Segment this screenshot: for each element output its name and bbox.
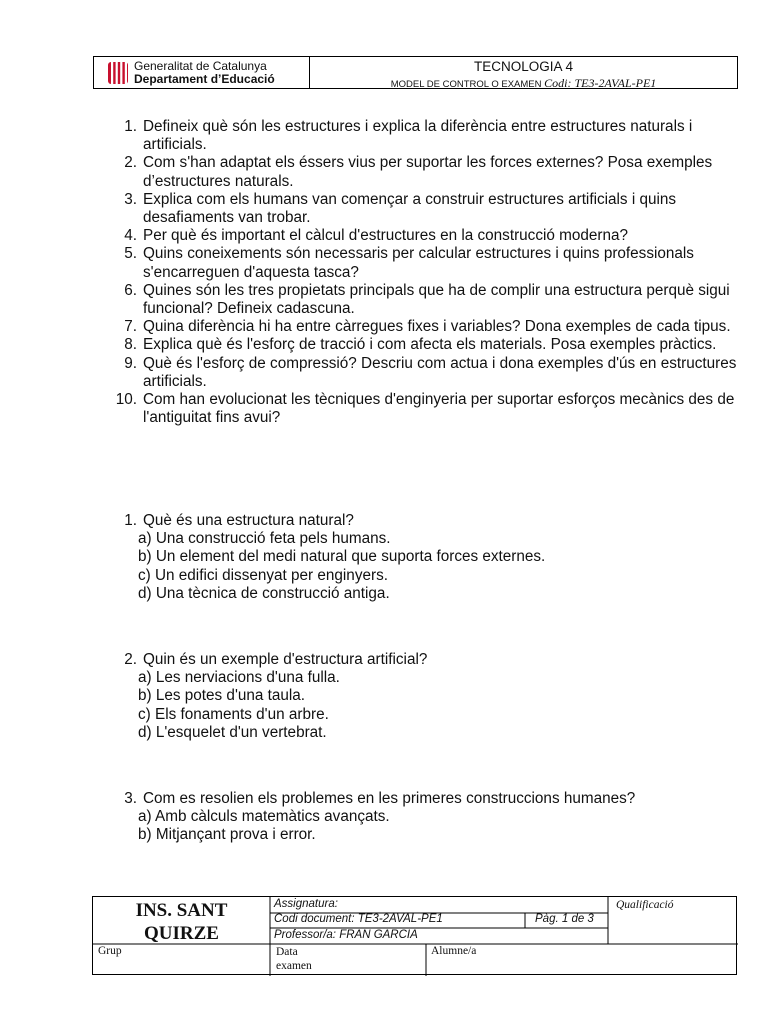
mc-question-1 <box>112 512 545 603</box>
mc-stem <box>112 790 635 808</box>
question-number: 7. <box>124 318 137 336</box>
question-item <box>112 282 743 318</box>
question-text: Defineix què són les estructures i explica la diferència entre estructures naturals i artificials. <box>143 118 693 154</box>
question-text: Quina diferència hi ha entre càrregues fixes i variables? Dona exemples de cada tipus. <box>143 318 731 336</box>
mc-option: b) Un element del medi natural que suporta forces externes. <box>138 548 546 566</box>
mc-number: 1. <box>124 512 137 529</box>
question-number: 2. <box>124 154 137 172</box>
student-label: Alumne/a <box>431 945 477 957</box>
doc-code-cell: Codi document: TE3-2AVAL-PE1 <box>274 913 443 925</box>
mc-number: 3. <box>124 790 137 807</box>
question-item <box>112 318 743 336</box>
exam-date-label: Data examen <box>276 946 312 972</box>
mc-question-2 <box>112 651 427 742</box>
question-item <box>112 191 743 227</box>
question-item <box>112 118 743 154</box>
question-number: 3. <box>124 190 137 208</box>
org-line-2: Departament d’Educació <box>134 71 275 86</box>
question-number: 5. <box>124 245 137 263</box>
question-number: 8. <box>124 336 137 354</box>
mc-stem <box>112 512 545 530</box>
open-question-list <box>112 118 743 427</box>
catalan-flag-icon <box>108 62 128 84</box>
mc-option: a) Una construcció feta pels humans. <box>138 530 391 548</box>
question-item <box>112 227 743 245</box>
footer-table <box>92 896 737 975</box>
question-item <box>112 336 743 354</box>
page-header <box>93 56 738 89</box>
question-text: Què és l'esforç de compressió? Descriu com actua i dona exemples d'ús en estructures artificials. <box>143 354 737 390</box>
question-item <box>112 154 743 190</box>
school-name: INS. SANT QUIRZE <box>135 900 228 944</box>
question-text: Explica què és l'esforç de tracció i com afecta els materials. Posa exemples pràctics. <box>143 336 717 354</box>
question-text: Per què és important el càlcul d'estructures en la construcció moderna? <box>143 227 629 245</box>
question-item <box>112 245 743 281</box>
question-text: Explica com els humans van començar a construir estructures artificials i quins desafiaments van trobar. <box>143 190 677 227</box>
mc-option: c) Els fonaments d'un arbre. <box>138 705 329 723</box>
grade-label: Qualificació <box>616 899 674 911</box>
institution-logo <box>94 57 310 88</box>
mc-stem <box>112 651 427 669</box>
mc-number: 2. <box>124 651 137 668</box>
question-text: Quins coneixements són necessaris per calcular estructures i quins professionals s'encarreguen d'aquesta tasca? <box>143 245 694 281</box>
group-label: Grup <box>98 945 122 957</box>
model-line <box>310 76 737 91</box>
header-title-block <box>310 57 737 88</box>
question-item <box>112 355 743 391</box>
question-number: 4. <box>124 227 137 245</box>
question-number: 10. <box>115 391 137 409</box>
subject-title: TECNOLOGIA 4 <box>473 59 574 74</box>
question-number: 1. <box>124 118 137 135</box>
model-label: MODEL DE CONTROL O EXAMEN <box>390 79 542 90</box>
question-text: Com s'han adaptat els éssers vius per suportar les forces externes? Posa exemples d’estructures naturals. <box>143 154 713 190</box>
mc-option: d) L'esquelet d'un vertebrat. <box>138 723 327 741</box>
mc-question-3 <box>112 790 635 845</box>
mc-stem-text: Què és una estructura natural? <box>143 512 354 529</box>
question-text: Com han evolucionat les tècniques d'enginyeria per suportar esforços mecànics des de l'antiguitat fins avui? <box>143 391 735 427</box>
mc-stem-text: Quin és un exemple d'estructura artificial? <box>143 651 428 668</box>
mc-option: d) Una tècnica de construcció antiga. <box>138 584 390 602</box>
mc-option: a) Les nerviacions d'una fulla. <box>138 669 340 687</box>
page-counter: Pàg. 1 de 3 <box>535 913 594 925</box>
question-item <box>112 391 743 427</box>
question-number: 6. <box>124 281 137 299</box>
mc-option: b) Les potes d'una taula. <box>138 687 306 705</box>
question-number: 9. <box>124 354 137 372</box>
org-line-1: Generalitat de Catalunya <box>134 58 267 73</box>
mc-option: c) Un edifici dissenyat per enginyers. <box>138 566 388 584</box>
subject-label: Assignatura: <box>274 898 338 910</box>
teacher-cell: Professor/a: FRAN GARCIA <box>274 929 418 941</box>
doc-code: Codi: TE3-2AVAL-PE1 <box>544 76 657 90</box>
question-text: Quines són les tres propietats principals que ha de complir una estructura perquè sigui funcional? Defineix cadascuna. <box>143 281 730 318</box>
mc-stem-text: Com es resolien els problemes en les primeres construccions humanes? <box>143 790 636 807</box>
mc-option: b) Mitjançant prova i error. <box>138 826 316 844</box>
mc-option: a) Amb càlculs matemàtics avançats. <box>138 808 390 826</box>
